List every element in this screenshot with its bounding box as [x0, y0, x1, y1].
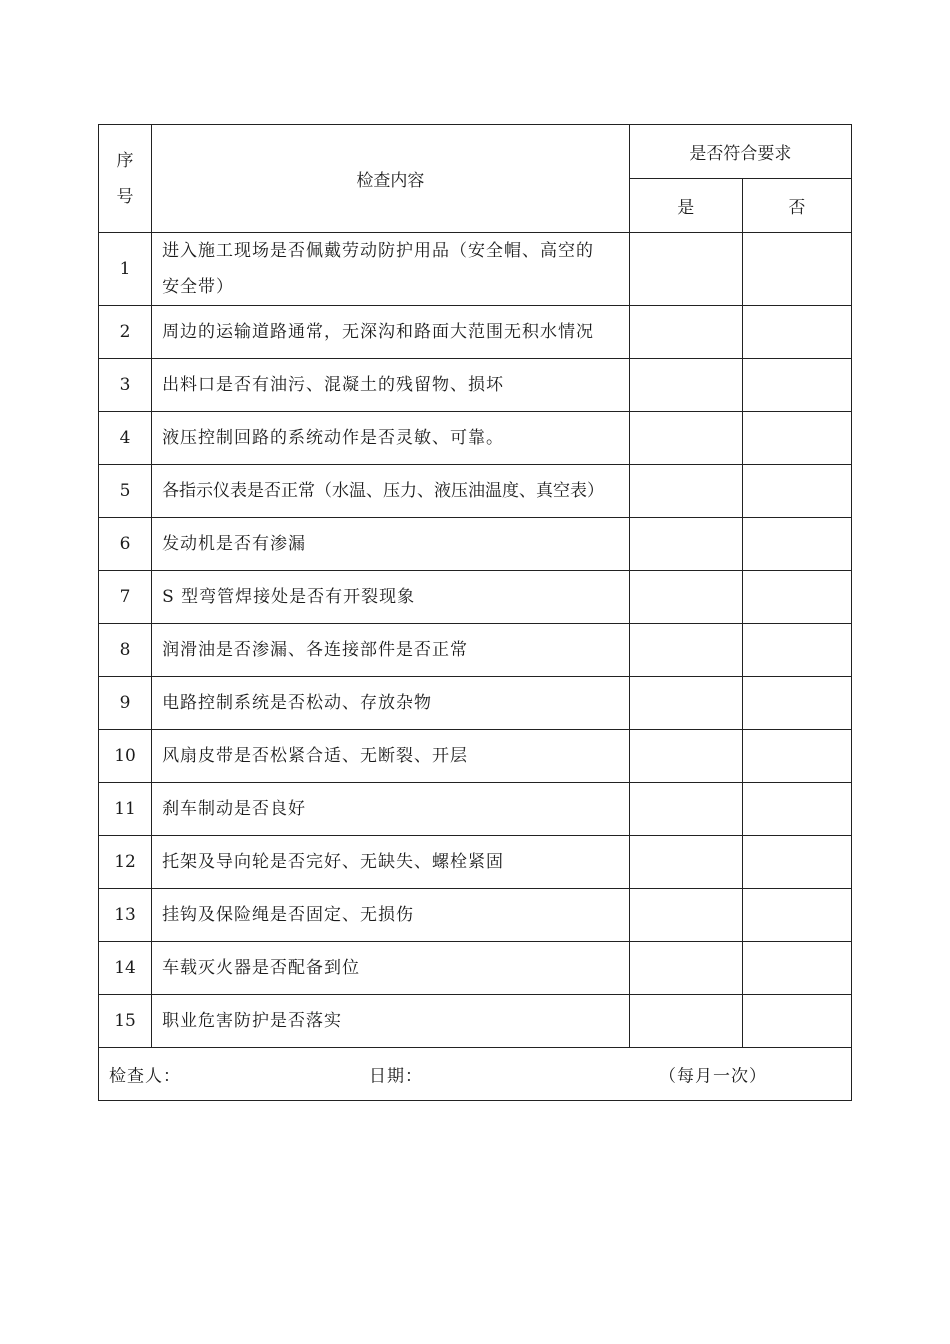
table-row — [99, 730, 852, 783]
row-content-line1: 进入施工现场是否佩戴劳动防护用品（安全帽、高空的 — [162, 241, 595, 261]
seq-header-line1: 序 — [116, 150, 134, 171]
footer-row — [99, 1048, 852, 1101]
date-label: 日期： — [369, 1066, 423, 1087]
table-row — [99, 624, 852, 677]
row-content — [152, 233, 630, 306]
yes-check-cell[interactable] — [629, 836, 742, 889]
no-check-cell[interactable] — [742, 306, 851, 359]
row-content: 周边的运输道路通常，无深沟和路面大范围无积水情况 — [152, 306, 630, 359]
no-check-cell[interactable] — [742, 677, 851, 730]
yes-check-cell[interactable] — [629, 306, 742, 359]
no-check-cell[interactable] — [742, 233, 851, 306]
no-check-cell[interactable] — [742, 412, 851, 465]
row-number: 6 — [99, 518, 152, 571]
row-number: 5 — [99, 465, 152, 518]
table-row — [99, 233, 852, 306]
yes-check-cell[interactable] — [629, 730, 742, 783]
row-number: 7 — [99, 571, 152, 624]
header-row-top — [99, 125, 852, 179]
row-number: 8 — [99, 624, 152, 677]
yes-check-cell[interactable] — [629, 624, 742, 677]
no-check-cell[interactable] — [742, 783, 851, 836]
row-content: 各指示仪表是否正常（水温、压力、液压油温度、真空表） — [152, 465, 630, 518]
no-check-cell[interactable] — [742, 730, 851, 783]
no-check-cell[interactable] — [742, 836, 851, 889]
content-header: 检查内容 — [152, 125, 630, 233]
table-row — [99, 889, 852, 942]
yes-check-cell[interactable] — [629, 518, 742, 571]
table-row — [99, 942, 852, 995]
no-check-cell[interactable] — [742, 359, 851, 412]
no-check-cell[interactable] — [742, 465, 851, 518]
table-row — [99, 359, 852, 412]
row-number: 2 — [99, 306, 152, 359]
yes-check-cell[interactable] — [629, 359, 742, 412]
yes-header: 是 — [629, 179, 742, 233]
table-row — [99, 518, 852, 571]
row-number: 15 — [99, 995, 152, 1048]
row-number: 14 — [99, 942, 152, 995]
no-check-cell[interactable] — [742, 995, 851, 1048]
row-content: 发动机是否有渗漏 — [152, 518, 630, 571]
row-number: 4 — [99, 412, 152, 465]
yes-check-cell[interactable] — [629, 412, 742, 465]
inspector-label: 检查人： — [109, 1066, 181, 1087]
yes-check-cell[interactable] — [629, 571, 742, 624]
no-check-cell[interactable] — [742, 942, 851, 995]
no-check-cell[interactable] — [742, 518, 851, 571]
row-content: 润滑油是否渗漏、各连接部件是否正常 — [152, 624, 630, 677]
table-row — [99, 783, 852, 836]
table-row — [99, 995, 852, 1048]
row-number: 11 — [99, 783, 152, 836]
no-check-cell[interactable] — [742, 889, 851, 942]
row-number: 1 — [99, 233, 152, 306]
yes-check-cell[interactable] — [629, 233, 742, 306]
row-content: 出料口是否有油污、混凝土的残留物、损坏 — [152, 359, 630, 412]
table-row — [99, 677, 852, 730]
row-content: 刹车制动是否良好 — [152, 783, 630, 836]
row-number: 10 — [99, 730, 152, 783]
compliance-header: 是否符合要求 — [629, 125, 851, 179]
yes-check-cell[interactable] — [629, 677, 742, 730]
row-content: 挂钩及保险绳是否固定、无损伤 — [152, 889, 630, 942]
row-content: 电路控制系统是否松动、存放杂物 — [152, 677, 630, 730]
row-content: 车载灭火器是否配备到位 — [152, 942, 630, 995]
seq-header-line2: 号 — [116, 186, 134, 207]
yes-check-cell[interactable] — [629, 942, 742, 995]
row-content: 托架及导向轮是否完好、无缺失、螺栓紧固 — [152, 836, 630, 889]
row-content: 职业危害防护是否落实 — [152, 995, 630, 1048]
row-number: 12 — [99, 836, 152, 889]
row-number: 13 — [99, 889, 152, 942]
footer-cell — [99, 1048, 852, 1101]
yes-check-cell[interactable] — [629, 889, 742, 942]
row-number: 9 — [99, 677, 152, 730]
row-content: 风扇皮带是否松紧合适、无断裂、开层 — [152, 730, 630, 783]
yes-check-cell[interactable] — [629, 995, 742, 1048]
table-row — [99, 465, 852, 518]
table-row — [99, 836, 852, 889]
row-content-line2: 安全带） — [162, 277, 235, 297]
inspection-checklist-table — [98, 124, 852, 1101]
row-number: 3 — [99, 359, 152, 412]
frequency-note: （每月一次） — [659, 1066, 767, 1087]
no-check-cell[interactable] — [742, 624, 851, 677]
seq-header — [99, 125, 152, 233]
row-content: 液压控制回路的系统动作是否灵敏、可靠。 — [152, 412, 630, 465]
no-header: 否 — [742, 179, 851, 233]
table-row — [99, 306, 852, 359]
yes-check-cell[interactable] — [629, 465, 742, 518]
row-content: S 型弯管焊接处是否有开裂现象 — [152, 571, 630, 624]
table-row — [99, 412, 852, 465]
table-row — [99, 571, 852, 624]
yes-check-cell[interactable] — [629, 783, 742, 836]
no-check-cell[interactable] — [742, 571, 851, 624]
